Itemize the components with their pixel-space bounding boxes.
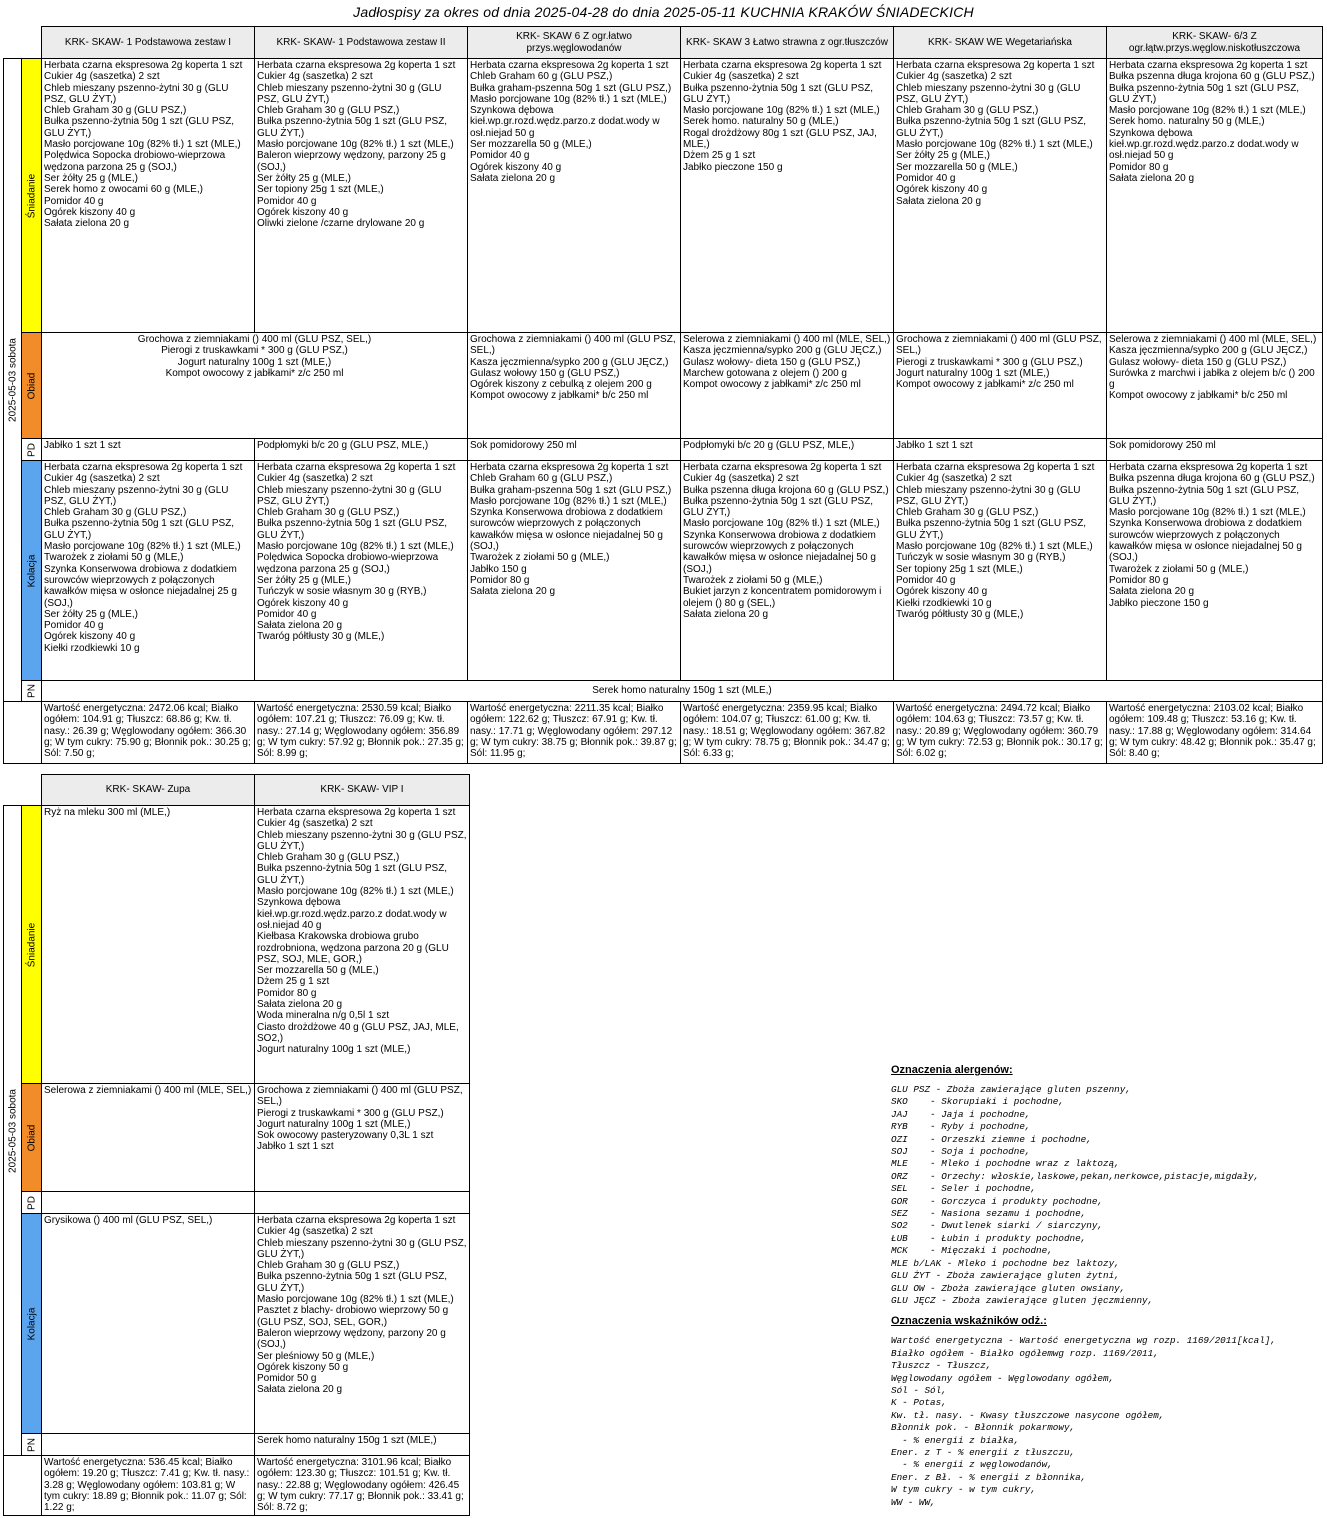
menu-item: Ser mozzarella 50 g (MLE,) [896, 161, 1018, 173]
menu-item: Ser żółty 25 g (MLE,) [257, 172, 351, 184]
menu-item: Marchew gotowana z olejem () 200 g [683, 367, 847, 379]
menu-item: Chleb Graham 30 g (GLU PSZ,) [896, 507, 1039, 519]
nutrition-summary: Wartość energetyczna: 2494.72 kcal; Białko ogółem: 104.63 g; Tłuszcz: 73.57 g; Kw. tł. nasy.: 20.89 g; Węglowodany ogółem: 360.79 g; W tym cukry: 72.53 g; Błonnik pok.: 30.17 g; Sól: 6.02 g; [894, 702, 1107, 764]
legend-entry: JAJ - Jaja i pochodne, [891, 1108, 1031, 1120]
meal-label-pd: PD [22, 439, 42, 461]
menu-item: Chleb Graham 30 g (GLU PSZ,) [257, 105, 400, 117]
menu-item: Herbata czarna ekspresowa 2g koperta 1 szt [44, 60, 243, 71]
menu-item: Bułka pszenna długa krojona 60 g (GLU PSZ,) [1109, 71, 1315, 83]
menu-item: Ogórek kiszony 40 g [44, 631, 136, 643]
menu-item: Grochowa z ziemniakami () 400 ml (GLU PSZ, SEL,) [896, 334, 1102, 357]
legend-entry: Ener. z Bł. - % energii z błonnika, [891, 1471, 1087, 1483]
diet-header: KRK- SKAW 3 Łatwo strawna z ogr.tłuszczów [681, 27, 894, 59]
menu-item: Cukier 4g (saszetka) 2 szt [257, 71, 373, 83]
menu-item: Ser żółty 25 g (MLE,) [896, 150, 990, 162]
date-cell [4, 806, 22, 1456]
legend-entry: Wartość energetyczna - Wartość energetyczna wg rozp. 1169/2011[kcal], [891, 1335, 1276, 1347]
menu-item: Chleb mieszany pszenno-żytni 30 g (GLU PSZ, GLU ŻYT,) [257, 484, 442, 507]
menu-item: Masło porcjowane 10g (82% tł.) 1 szt (MLE,) [470, 93, 667, 105]
indicators-list [891, 1335, 1323, 1509]
menu-item: Herbata czarna ekspresowa 2g koperta 1 szt [44, 462, 243, 473]
allergens-list [891, 1084, 1323, 1307]
summary-label-cell [4, 702, 42, 764]
menu-item: Chleb Graham 30 g (GLU PSZ,) [44, 507, 187, 519]
menu-item: Serek homo z owocami 60 g (MLE,) [44, 184, 203, 196]
menu-item: Chleb mieszany pszenno-żytni 30 g (GLU PSZ, GLU ŻYT,) [257, 1237, 467, 1260]
menu-item: Masło porcjowane 10g (82% tł.) 1 szt (MLE,) [896, 541, 1093, 553]
menu-item: Kiełki rzodkiewki 10 g [896, 597, 992, 609]
menu-item: Pomidor 80 g [1109, 161, 1169, 173]
menu-item: Jabłko pieczone 150 g [683, 161, 783, 173]
menu-item: Selerowa z ziemniakami () 400 ml (MLE, SEL,) [1109, 334, 1317, 345]
menu-item: Grochowa z ziemniakami () 400 ml (GLU PSZ, SEL,) [257, 1085, 463, 1108]
menu-item: Herbata czarna ekspresowa 2g koperta 1 szt [1109, 462, 1308, 473]
legend-entry: GOR - Gorczyca i produkty pochodne, [891, 1195, 1104, 1207]
meal-label-pn: PN [22, 681, 42, 702]
menu-item: Pomidor 40 g [44, 195, 104, 207]
menu-item: Chleb Graham 30 g (GLU PSZ,) [257, 507, 400, 519]
menu-item: Sałata zielona 20 g [1109, 586, 1195, 598]
menu-cell [681, 461, 894, 681]
menu-item: Sałata zielona 20 g [257, 1384, 343, 1396]
nutrition-summary: Wartość energetyczna: 2103.02 kcal; Białko ogółem: 109.48 g; Tłuszcz: 53.16 g; Kw. tł. nasy.: 17.88 g; Węglowodany ogółem: 314.64 g; W tym cukry: 48.42 g; Błonnik pok.: 35.47 g; Sól: 8.40 g; [1107, 702, 1323, 764]
legend-entry: WW - WW, [891, 1496, 936, 1508]
menu-cell-merged [42, 333, 468, 439]
menu-item: Bułka pszenno-żytnia 50g 1 szt (GLU PSZ, GLU ŻYT,) [896, 518, 1087, 541]
diet-header: KRK- SKAW- 6/3 Z ogr.łątw.przys.węglow.niskotłuszczowa [1107, 27, 1323, 59]
menu-item: Ogórek kiszony 40 g [896, 586, 988, 598]
legend-entry: ORZ - Orzechy: włoskie,laskowe,pekan,nerkowce,pistacje,migdały, [891, 1170, 1260, 1182]
menu-item: Bułka graham-pszenna 50g 1 szt (GLU PSZ,) [470, 484, 672, 496]
menu-item: Sałata zielona 20 g [1109, 172, 1195, 184]
menu-item: Herbata czarna ekspresowa 2g koperta 1 szt [257, 60, 456, 71]
menu-item: Pomidor 40 g [896, 574, 956, 586]
menu-item: Masło porcjowane 10g (82% tł.) 1 szt (MLE,) [683, 518, 880, 530]
menu-item: Sałata zielona 20 g [44, 218, 130, 230]
menu-item: Ogórek kiszony 40 g [257, 597, 349, 609]
date-label: 2025-05-03 sobota [6, 1088, 18, 1173]
menu-item: Herbata czarna ekspresowa 2g koperta 1 szt [1109, 60, 1308, 71]
legend-entry: Węglowodany ogółem - Węglowodany ogółem, [891, 1372, 1115, 1384]
menu-item: Herbata czarna ekspresowa 2g koperta 1 szt [257, 807, 456, 818]
menu-item: Cukier 4g (saszetka) 2 szt [257, 473, 373, 485]
menu-cell [681, 59, 894, 333]
menu-item: Chleb Graham 30 g (GLU PSZ,) [896, 105, 1039, 117]
legend-entry: ŁUB - Łubin i produkty pochodne, [891, 1232, 1087, 1244]
legend-entry: OZI - Orzeszki ziemne i pochodne, [891, 1133, 1092, 1145]
menu-item: Bukiet jarzyn z koncentratem pomidorowym i olejem () 80 g (SEL,) [683, 586, 882, 609]
menu-item: Masło porcjowane 10g (82% tł.) 1 szt (MLE,) [257, 541, 454, 553]
menu-item: Kasza jęczmienna/sypko 200 g (GLU JĘCZ,) [1109, 345, 1308, 357]
menu-cell [255, 1192, 470, 1214]
menu-item: Twarożek z ziołami 50 g (MLE,) [1109, 563, 1249, 575]
menu-cell [894, 59, 1107, 333]
menu-item: Ogórek kiszony 40 g [896, 184, 988, 196]
menu-item: Twarożek z ziołami 50 g (MLE,) [470, 552, 610, 564]
legend-entry: SO2 - Dwutlenek siarki / siarczyny, [891, 1220, 1104, 1232]
menu-item: Ogórek kiszony z cebulką z olejem 200 g [470, 379, 652, 391]
menu-item: Kasza jęczmienna/sypko 200 g (GLU JĘCZ,) [683, 345, 882, 357]
menu-item: Polędwica Sopocka drobiowo-wieprzowa wędzona parzona 25 g (SOJ,) [257, 552, 439, 575]
menu-cell [42, 1434, 255, 1456]
menu-item: Sałata zielona 20 g [470, 172, 556, 184]
meal-label-obiad: Obiad [22, 1084, 42, 1192]
diet-header: KRK- SKAW- 1 Podstawowa zestaw II [255, 27, 468, 59]
menu-item: Masło porcjowane 10g (82% tł.) 1 szt (MLE,) [896, 139, 1093, 151]
nutrition-summary: Wartość energetyczna: 2472.06 kcal; Białko ogółem: 104.91 g; Tłuszcz: 68.86 g; Kw. tł. nasy.: 26.39 g; Węglowodany ogółem: 366.30 g; W tym cukry: 75.90 g; Błonnik pok.: 30.25 g; Sól: 7.50 g; [42, 702, 255, 764]
menu-item: Sałata zielona 20 g [683, 608, 769, 620]
corner-cell [4, 27, 42, 59]
menu-item: Pomidor 40 g [257, 608, 317, 620]
menu-item: Szynkowa dębowa kieł.wp.gr.rozd.wędz.parzo.z dodat.wody w osł.niejad 50 g [470, 105, 660, 139]
menu-item: Masło porcjowane 10g (82% tł.) 1 szt (MLE,) [257, 139, 454, 151]
date-label: 2025-05-03 sobota [6, 338, 18, 422]
legend-entry: Ener. z T - % energii z tłuszczu, [891, 1446, 1076, 1458]
menu-item: Chleb Graham 60 g (GLU PSZ,) [470, 71, 613, 83]
meal-label-sniadanie: Śniadanie [22, 806, 42, 1084]
menu-cell: Jabłko 1 szt 1 szt [42, 439, 255, 461]
menu-cell [894, 461, 1107, 681]
menu-item: Bułka pszenno-żytnia 50g 1 szt (GLU PSZ, GLU ŻYT,) [257, 518, 448, 541]
nutrition-summary: Wartość energetyczna: 2359.95 kcal; Białko ogółem: 104.07 g; Tłuszcz: 61.00 g; Kw. tł. nasy.: 18.51 g; Węglowodany ogółem: 367.82 g; W tym cukry: 78.75 g; Błonnik pok.: 34.47 g; Sól: 6.33 g; [681, 702, 894, 764]
menu-item: Bułka pszenna długa krojona 60 g (GLU PSZ,) [1109, 473, 1315, 485]
menu-cell [255, 806, 470, 1084]
meal-label-pn: PN [22, 1434, 42, 1456]
menu-item: Pomidor 80 g [470, 574, 530, 586]
menu-item: Kasza jęczmienna/sypko 200 g (GLU JĘCZ,) [470, 356, 669, 368]
legend-entry: Tłuszcz - Tłuszcz, [891, 1360, 992, 1372]
menu-item: Jogurt naturalny 100g 1 szt (MLE,) [177, 356, 332, 368]
menu-item: Szynkowa dębowa kieł.wp.gr.rozd.wędz.parzo.z dodat.wody w osł.niejad 50 g [1109, 127, 1299, 162]
legend-entry: Błonnik pok. - Błonnik pokarmowy, [891, 1422, 1076, 1434]
menu-cell [42, 806, 255, 1084]
menu-item: Ogórek kiszony 40 g [470, 161, 562, 173]
legend-entry: MCK - Mięczaki i pochodne, [891, 1245, 1053, 1257]
menu-item: Selerowa z ziemniakami () 400 ml (MLE, SEL,) [44, 1085, 252, 1096]
menu-item: Bułka pszenno-żytnia 50g 1 szt (GLU PSZ, GLU ŻYT,) [1109, 484, 1300, 507]
menu-item: Kompot owocowy z jabłkami* b/c 250 ml [470, 390, 649, 402]
menu-item: Herbata czarna ekspresowa 2g koperta 1 szt [896, 462, 1095, 473]
menu-item: Sałata zielona 20 g [470, 586, 556, 598]
corner-cell [4, 775, 42, 806]
menu-item: Kiełki rzodkiewki 10 g [44, 642, 140, 654]
menu-item: Herbata czarna ekspresowa 2g koperta 1 szt [683, 462, 882, 473]
menu-item: Chleb Graham 30 g (GLU PSZ,) [44, 105, 187, 117]
menu-item: Twarożek z ziołami 50 g (MLE,) [683, 574, 823, 586]
menu-item: Chleb Graham 30 g (GLU PSZ,) [257, 1260, 400, 1272]
menu-item: Szynka Konserwowa drobiowa z dodatkiem surowców wieprzowych z połączonych kawałków mięsa w osłonce niejadalnej 25 g (SOJ,) [44, 563, 237, 609]
menu-item: Masło porcjowane 10g (82% tł.) 1 szt (MLE,) [683, 105, 880, 117]
menu-item: Bułka pszenna długa krojona 60 g (GLU PSZ,) [683, 484, 889, 496]
legend-entry: MLE b/LAK - Mleko i pochodne bez laktozy, [891, 1257, 1120, 1269]
menu-cell [1107, 59, 1323, 333]
menu-table-2 [3, 774, 470, 1516]
menu-item: Chleb mieszany pszenno-żytni 30 g (GLU PSZ, GLU ŻYT,) [896, 484, 1081, 507]
menu-item: Serek homo. naturalny 50 g (MLE,) [1109, 116, 1265, 128]
menu-cell [894, 333, 1107, 439]
menu-cell [42, 461, 255, 681]
menu-item: Masło porcjowane 10g (82% tł.) 1 szt (MLE,) [1109, 507, 1306, 519]
page-title: Jadłospisy za okres od dnia 2025-04-28 do dnia 2025-05-11 KUCHNIA KRAKÓW ŚNIADECKICH [353, 4, 974, 20]
menu-cell [468, 59, 681, 333]
menu-item: Herbata czarna ekspresowa 2g koperta 1 szt [683, 60, 882, 71]
menu-item: Twarożek z ziołami 50 g (MLE,) [44, 552, 184, 564]
menu-item: Pomidor 40 g [44, 620, 104, 632]
menu-cell [42, 1192, 255, 1214]
menu-item: Gulasz wołowy- dieta 150 g (GLU PSZ,) [1109, 356, 1287, 368]
nutrition-summary: Wartość energetyczna: 2530.59 kcal; Białko ogółem: 107.21 g; Tłuszcz: 76.09 g; Kw. tł. nasy.: 27.14 g; Węglowodany ogółem: 356.89 g; W tym cukry: 57.92 g; Błonnik pok.: 27.35 g; Sól: 8.99 g; [255, 702, 468, 764]
meal-label-obiad: Obiad [22, 333, 42, 439]
diet-header: KRK- SKAW WE Wegetariańska [894, 27, 1107, 59]
menu-item: Pasztet z blachy- drobiowo wieprzowy 50 g (GLU PSZ, SOJ, SEL, GOR,) [257, 1305, 449, 1328]
allergens-title: Oznaczenia alergenów: [891, 1064, 1013, 1076]
legend-entry: GLU ŻYT - Zboża zawierające gluten żytni, [891, 1270, 1120, 1282]
menu-cell [42, 1214, 255, 1434]
diet-header: KRK- SKAW- Zupa [42, 775, 255, 806]
menu-item: Bułka graham-pszenna 50g 1 szt (GLU PSZ,) [470, 82, 672, 94]
menu-item: Twaróg półtłusty 30 g (MLE,) [257, 631, 385, 643]
menu-cell [42, 1084, 255, 1192]
menu-cell: Sok pomidorowy 250 ml [468, 439, 681, 461]
menu-item: Surówka z marchwi i jabłka z olejem b/c () 200 g [1109, 367, 1315, 391]
menu-item: Pomidor 40 g [896, 172, 956, 184]
menu-cell: Serek homo naturalny 150g 1 szt (MLE,) [255, 1434, 470, 1456]
menu-item: Sałata zielona 20 g [896, 195, 982, 207]
legend-entry: Kw. tł. nasy. - Kwasy tłuszczowe nasycone ogółem, [891, 1409, 1165, 1421]
menu-item: Cukier 4g (saszetka) 2 szt [257, 1226, 373, 1238]
menu-item: Masło porcjowane 10g (82% tł.) 1 szt (MLE,) [44, 541, 241, 553]
legend-entry: SEZ - Nasiona sezamu i pochodne, [891, 1208, 1087, 1220]
menu-cell [468, 461, 681, 681]
menu-item: Polędwica Sopocka drobiowo-wieprzowa wędzona parzona 25 g (SOJ,) [44, 150, 226, 173]
menu-item: Herbata czarna ekspresowa 2g koperta 1 szt [470, 60, 669, 71]
menu-item: Jabłko pieczone 150 g [1109, 597, 1209, 609]
menu-item: Sok owocowy pasteryzowany 0,3L 1 szt [257, 1130, 434, 1142]
menu-item: Masło porcjowane 10g (82% tł.) 1 szt (MLE,) [470, 495, 667, 507]
menu-item: Oliwki zielone /czarne drylowane 20 g [257, 218, 425, 230]
legend-entry: SEL - Seler i pochodne, [891, 1183, 1037, 1195]
legend-entry: GLU JĘCZ - Zboża zawierające gluten jęczmienny, [891, 1294, 1154, 1306]
menu-cell [42, 59, 255, 333]
menu-item: Chleb Graham 60 g (GLU PSZ,) [470, 473, 613, 485]
menu-item: Chleb mieszany pszenno-żytni 30 g (GLU PSZ, GLU ŻYT,) [257, 829, 467, 852]
menu-item: Ser mozzarella 50 g (MLE,) [470, 139, 592, 151]
meal-label-sniadanie: Śniadanie [22, 59, 42, 333]
menu-item: Kompot owocowy z jabłkami* z/c 250 ml [896, 379, 1074, 391]
menu-cell [255, 1214, 470, 1434]
legend-entry: K - Potas, [891, 1397, 947, 1409]
menu-item: Cukier 4g (saszetka) 2 szt [44, 473, 160, 485]
menu-item: Bułka pszenno-żytnia 50g 1 szt (GLU PSZ, GLU ŻYT,) [44, 116, 235, 139]
menu-item: Pomidor 80 g [257, 987, 317, 999]
menu-item: Pomidor 40 g [470, 150, 530, 162]
menu-item: Grochowa z ziemniakami () 400 ml (GLU PSZ, SEL,) [137, 334, 372, 345]
menu-item: Grysikowa () 400 ml (GLU PSZ, SEL,) [44, 1215, 213, 1226]
menu-item: Serek homo. naturalny 50 g (MLE,) [683, 116, 839, 128]
menu-item: Jabłko 150 g [470, 563, 527, 575]
meal-label-kolacja: Kolacja [22, 1214, 42, 1434]
menu-item: Bułka pszenno-żytnia 50g 1 szt (GLU PSZ, GLU ŻYT,) [257, 116, 448, 139]
menu-cell-merged: Serek homo naturalny 150g 1 szt (MLE,) [42, 681, 1323, 702]
menu-item: Cukier 4g (saszetka) 2 szt [257, 818, 373, 830]
legend-entry: GLU PSZ - Zboża zawierające gluten pszenny, [891, 1084, 1131, 1095]
summary-label-cell [4, 1456, 42, 1516]
legend [891, 1064, 1323, 1509]
menu-item: Herbata czarna ekspresowa 2g koperta 1 szt [257, 462, 456, 473]
legend-entry: W tym cukry - w tym cukry, [891, 1484, 1037, 1496]
legend-entry: Sól - Sól, [891, 1384, 947, 1396]
legend-entry: SKO - Skorupiaki i pochodne, [891, 1096, 1064, 1108]
menu-item: Pierogi z truskawkami * 300 g (GLU PSZ,) [161, 345, 348, 357]
menu-item: Grochowa z ziemniakami () 400 ml (GLU PSZ, SEL,) [470, 334, 676, 357]
menu-item: Pierogi z truskawkami * 300 g (GLU PSZ,) [257, 1107, 444, 1119]
menu-item: Ryż na mleku 300 ml (MLE,) [44, 807, 171, 818]
menu-cell [681, 333, 894, 439]
menu-item: Szynkowa dębowa kieł.wp.gr.rozd.wędz.parzo.z dodat.wody w osł.niejad 40 g [257, 897, 447, 931]
legend-entry: RYB - Ryby i pochodne, [891, 1121, 1031, 1133]
menu-item: Ser topiony 25g 1 szt (MLE,) [896, 563, 1023, 575]
menu-item: Masło porcjowane 10g (82% tł.) 1 szt (MLE,) [257, 886, 454, 898]
legend-entry: - % energii z białka, [891, 1434, 1020, 1446]
legend-entry: MLE - Mleko i pochodne wraz z laktozą, [891, 1158, 1120, 1170]
menu-item: Chleb Graham 30 g (GLU PSZ,) [257, 852, 400, 864]
diet-header: KRK- SKAW- VIP I [255, 775, 470, 806]
nutrition-summary: Wartość energetyczna: 2211.35 kcal; Białko ogółem: 122.62 g; Tłuszcz: 67.91 g; Kw. tł. nasy.: 17.71 g; Węglowodany ogółem: 297.12 g; W tym cukry: 38.75 g; Błonnik pok.: 39.87 g; Sól: 11.95 g; [468, 702, 681, 764]
menu-cell: Jabłko 1 szt 1 szt [894, 439, 1107, 461]
menu-item: Ser mozzarella 50 g (MLE,) [257, 965, 379, 977]
menu-item: Woda mineralna n/g 0,5l 1 szt [257, 1010, 390, 1022]
nutrition-summary: Wartość energetyczna: 3101.96 kcal; Białko ogółem: 123.30 g; Tłuszcz: 101.51 g; Kw. tł. nasy.: 22.88 g; Węglowodany ogółem: 426.45 g; W tym cukry: 77.17 g; Błonnik pok.: 33.41 g; Sól: 8.72 g; [255, 1456, 470, 1516]
menu-item: Szynka Konserwowa drobiowa z dodatkiem surowców wieprzowych z połączonych kawałków mięsa w osłonce niejadalnej 50 g (SOJ,) [470, 507, 663, 553]
menu-item: Chleb mieszany pszenno-żytni 30 g (GLU PSZ, GLU ŻYT,) [44, 484, 229, 507]
menu-item: Ser żółty 25 g (MLE,) [257, 574, 351, 586]
menu-item: Kompot owocowy z jabłkami* z/c 250 ml [683, 379, 861, 391]
menu-item: Dżem 25 g 1 szt [257, 976, 330, 988]
menu-cell [1107, 333, 1323, 439]
legend-entry: Białko ogółem - Białko ogółemwg rozp. 1169/2011, [891, 1347, 1159, 1359]
menu-item: Herbata czarna ekspresowa 2g koperta 1 szt [896, 60, 1095, 71]
menu-item: Tuńczyk w sosie własnym 30 g (RYB,) [257, 586, 427, 598]
diet-header: KRK- SKAW- 1 Podstawowa zestaw I [42, 27, 255, 59]
menu-cell: Sok pomidorowy 250 ml [1107, 439, 1323, 461]
menu-item: Kompot owocowy z jabłkami* z/c 250 ml [165, 367, 344, 379]
menu-item: Bułka pszenno-żytnia 50g 1 szt (GLU PSZ, GLU ŻYT,) [896, 116, 1087, 139]
legend-entry: - % energii z węglowodanów, [891, 1459, 1053, 1471]
menu-item: Selerowa z ziemniakami () 400 ml (MLE, SEL,) [683, 334, 891, 345]
menu-item: Ser pleśniowy 50 g (MLE,) [257, 1350, 375, 1362]
menu-item: Chleb mieszany pszenno-żytni 30 g (GLU PSZ, GLU ŻYT,) [44, 82, 229, 105]
menu-item: Sałata zielona 20 g [257, 620, 343, 632]
menu-item: Cukier 4g (saszetka) 2 szt [44, 71, 160, 83]
menu-item: Twaróg półtłusty 30 g (MLE,) [896, 608, 1024, 620]
diet-header: KRK- SKAW 6 Z ogr.łatwo przys.węglowodanów [468, 27, 681, 59]
legend-entry: SOJ - Soja i pochodne, [891, 1146, 1031, 1158]
menu-cell: Podpłomyki b/c 20 g (GLU PSZ, MLE,) [255, 439, 468, 461]
menu-cell [255, 59, 468, 333]
menu-item: Pierogi z truskawkami * 300 g (GLU PSZ,) [896, 356, 1083, 368]
menu-item: Herbata czarna ekspresowa 2g koperta 1 szt [470, 462, 669, 473]
menu-item: Tuńczyk w sosie własnym 30 g (RYB,) [896, 552, 1066, 564]
nutrition-summary: Wartość energetyczna: 536.45 kcal; Białko ogółem: 19.20 g; Tłuszcz: 7.41 g; Kw. tł. nasy.: 3.28 g; Węglowodany ogółem: 103.81 g; W tym cukry: 18.89 g; Błonnik pok.: 11.07 g; Sól: 1.22 g; [42, 1456, 255, 1516]
menu-item: Chleb mieszany pszenno-żytni 30 g (GLU PSZ, GLU ŻYT,) [896, 82, 1081, 105]
menu-item: Jogurt naturalny 100g 1 szt (MLE,) [257, 1044, 411, 1056]
menu-item: Cukier 4g (saszetka) 2 szt [896, 71, 1012, 83]
menu-item: Kiełbasa Krakowska drobiowa grubo rozdrobniona, wędzona parzona 20 g (GLU PSZ, SOJ, MLE, GOR,) [257, 931, 449, 965]
legend-entry: GLU OW - Zboża zawierające gluten owsiany, [891, 1282, 1126, 1294]
menu-item: Jogurt naturalny 100g 1 szt (MLE,) [257, 1118, 411, 1130]
menu-cell [468, 333, 681, 439]
menu-item: Dżem 25 g 1 szt [683, 150, 756, 162]
menu-item: Cukier 4g (saszetka) 2 szt [683, 71, 799, 83]
menu-item: Kompot owocowy z jabłkami* b/c 250 ml [1109, 390, 1288, 402]
menu-item: Ogórek kiszony 40 g [257, 206, 349, 218]
menu-item: Bułka pszenno-żytnia 50g 1 szt (GLU PSZ, GLU ŻYT,) [257, 863, 448, 886]
menu-item: Herbata czarna ekspresowa 2g koperta 1 szt [257, 1215, 456, 1226]
menu-item: Ogórek kiszony 40 g [44, 206, 136, 218]
menu-item: Rogal drożdżowy 80g 1 szt (GLU PSZ, JAJ, MLE,) [683, 127, 877, 151]
menu-item: Gulasz wołowy 150 g (GLU PSZ,) [470, 367, 620, 379]
menu-item: Pomidor 50 g [257, 1373, 317, 1385]
menu-item: Bułka pszenno-żytnia 50g 1 szt (GLU PSZ, GLU ŻYT,) [683, 82, 874, 105]
meal-label-pd: PD [22, 1192, 42, 1214]
menu-item: Baleron wieprzowy wędzony, parzony 20 g (SOJ,) [257, 1327, 446, 1351]
menu-item: Bułka pszenno-żytnia 50g 1 szt (GLU PSZ, GLU ŻYT,) [44, 518, 235, 541]
menu-item: Bułka pszenno-żytnia 50g 1 szt (GLU PSZ, GLU ŻYT,) [1109, 82, 1300, 105]
menu-item: Cukier 4g (saszetka) 2 szt [683, 473, 799, 485]
menu-item: Masło porcjowane 10g (82% tł.) 1 szt (MLE,) [257, 1294, 454, 1306]
indicators-title: Oznaczenia wskaźników odż.: [891, 1315, 1047, 1328]
menu-item: Ciasto drożdżowe 40 g (GLU PSZ, JAJ, MLE, SO2,) [257, 1021, 459, 1044]
menu-table-1 [3, 26, 1323, 764]
menu-item: Masło porcjowane 10g (82% tł.) 1 szt (MLE,) [44, 139, 241, 151]
menu-item: Chleb mieszany pszenno-żytni 30 g (GLU PSZ, GLU ŻYT,) [257, 82, 442, 105]
menu-item: Ogórek kiszony 50 g [257, 1361, 349, 1373]
menu-item: Gulasz wołowy- dieta 150 g (GLU PSZ,) [683, 356, 861, 368]
menu-item: Baleron wieprzowy wędzony, parzony 25 g (SOJ,) [257, 150, 446, 173]
menu-item: Sałata zielona 20 g [257, 999, 343, 1011]
menu-item: Pomidor 80 g [1109, 574, 1169, 586]
menu-cell: Podpłomyki b/c 20 g (GLU PSZ, MLE,) [681, 439, 894, 461]
menu-item: Ser żółty 25 g (MLE,) [44, 608, 138, 620]
menu-item: Pomidor 40 g [257, 195, 317, 207]
menu-cell [1107, 461, 1323, 681]
menu-item: Szynka Konserwowa drobiowa z dodatkiem surowców wieprzowych z połączonych kawałków mięsa w osłonce niejadalnej 50 g (SOJ,) [683, 529, 876, 575]
menu-item: Masło porcjowane 10g (82% tł.) 1 szt (MLE,) [1109, 105, 1306, 117]
menu-item: Ser żółty 25 g (MLE,) [44, 172, 138, 184]
menu-cell [255, 461, 468, 681]
meal-label-kolacja: Kolacja [22, 461, 42, 681]
menu-cell [255, 1084, 470, 1192]
menu-item: Jogurt naturalny 100g 1 szt (MLE,) [896, 367, 1050, 379]
menu-item: Ser topiony 25g 1 szt (MLE,) [257, 184, 384, 196]
date-cell [4, 59, 22, 702]
menu-item: Bułka pszenno-żytnia 50g 1 szt (GLU PSZ, GLU ŻYT,) [683, 495, 874, 519]
menu-item: Bułka pszenno-żytnia 50g 1 szt (GLU PSZ, GLU ŻYT,) [257, 1271, 448, 1294]
menu-item: Cukier 4g (saszetka) 2 szt [896, 473, 1012, 485]
menu-item: Jabłko 1 szt 1 szt [257, 1141, 334, 1153]
menu-item: Szynka Konserwowa drobiowa z dodatkiem surowców wieprzowych z połączonych kawałków mięsa w osłonce niejadalnej 50 g (SOJ,) [1109, 518, 1302, 564]
